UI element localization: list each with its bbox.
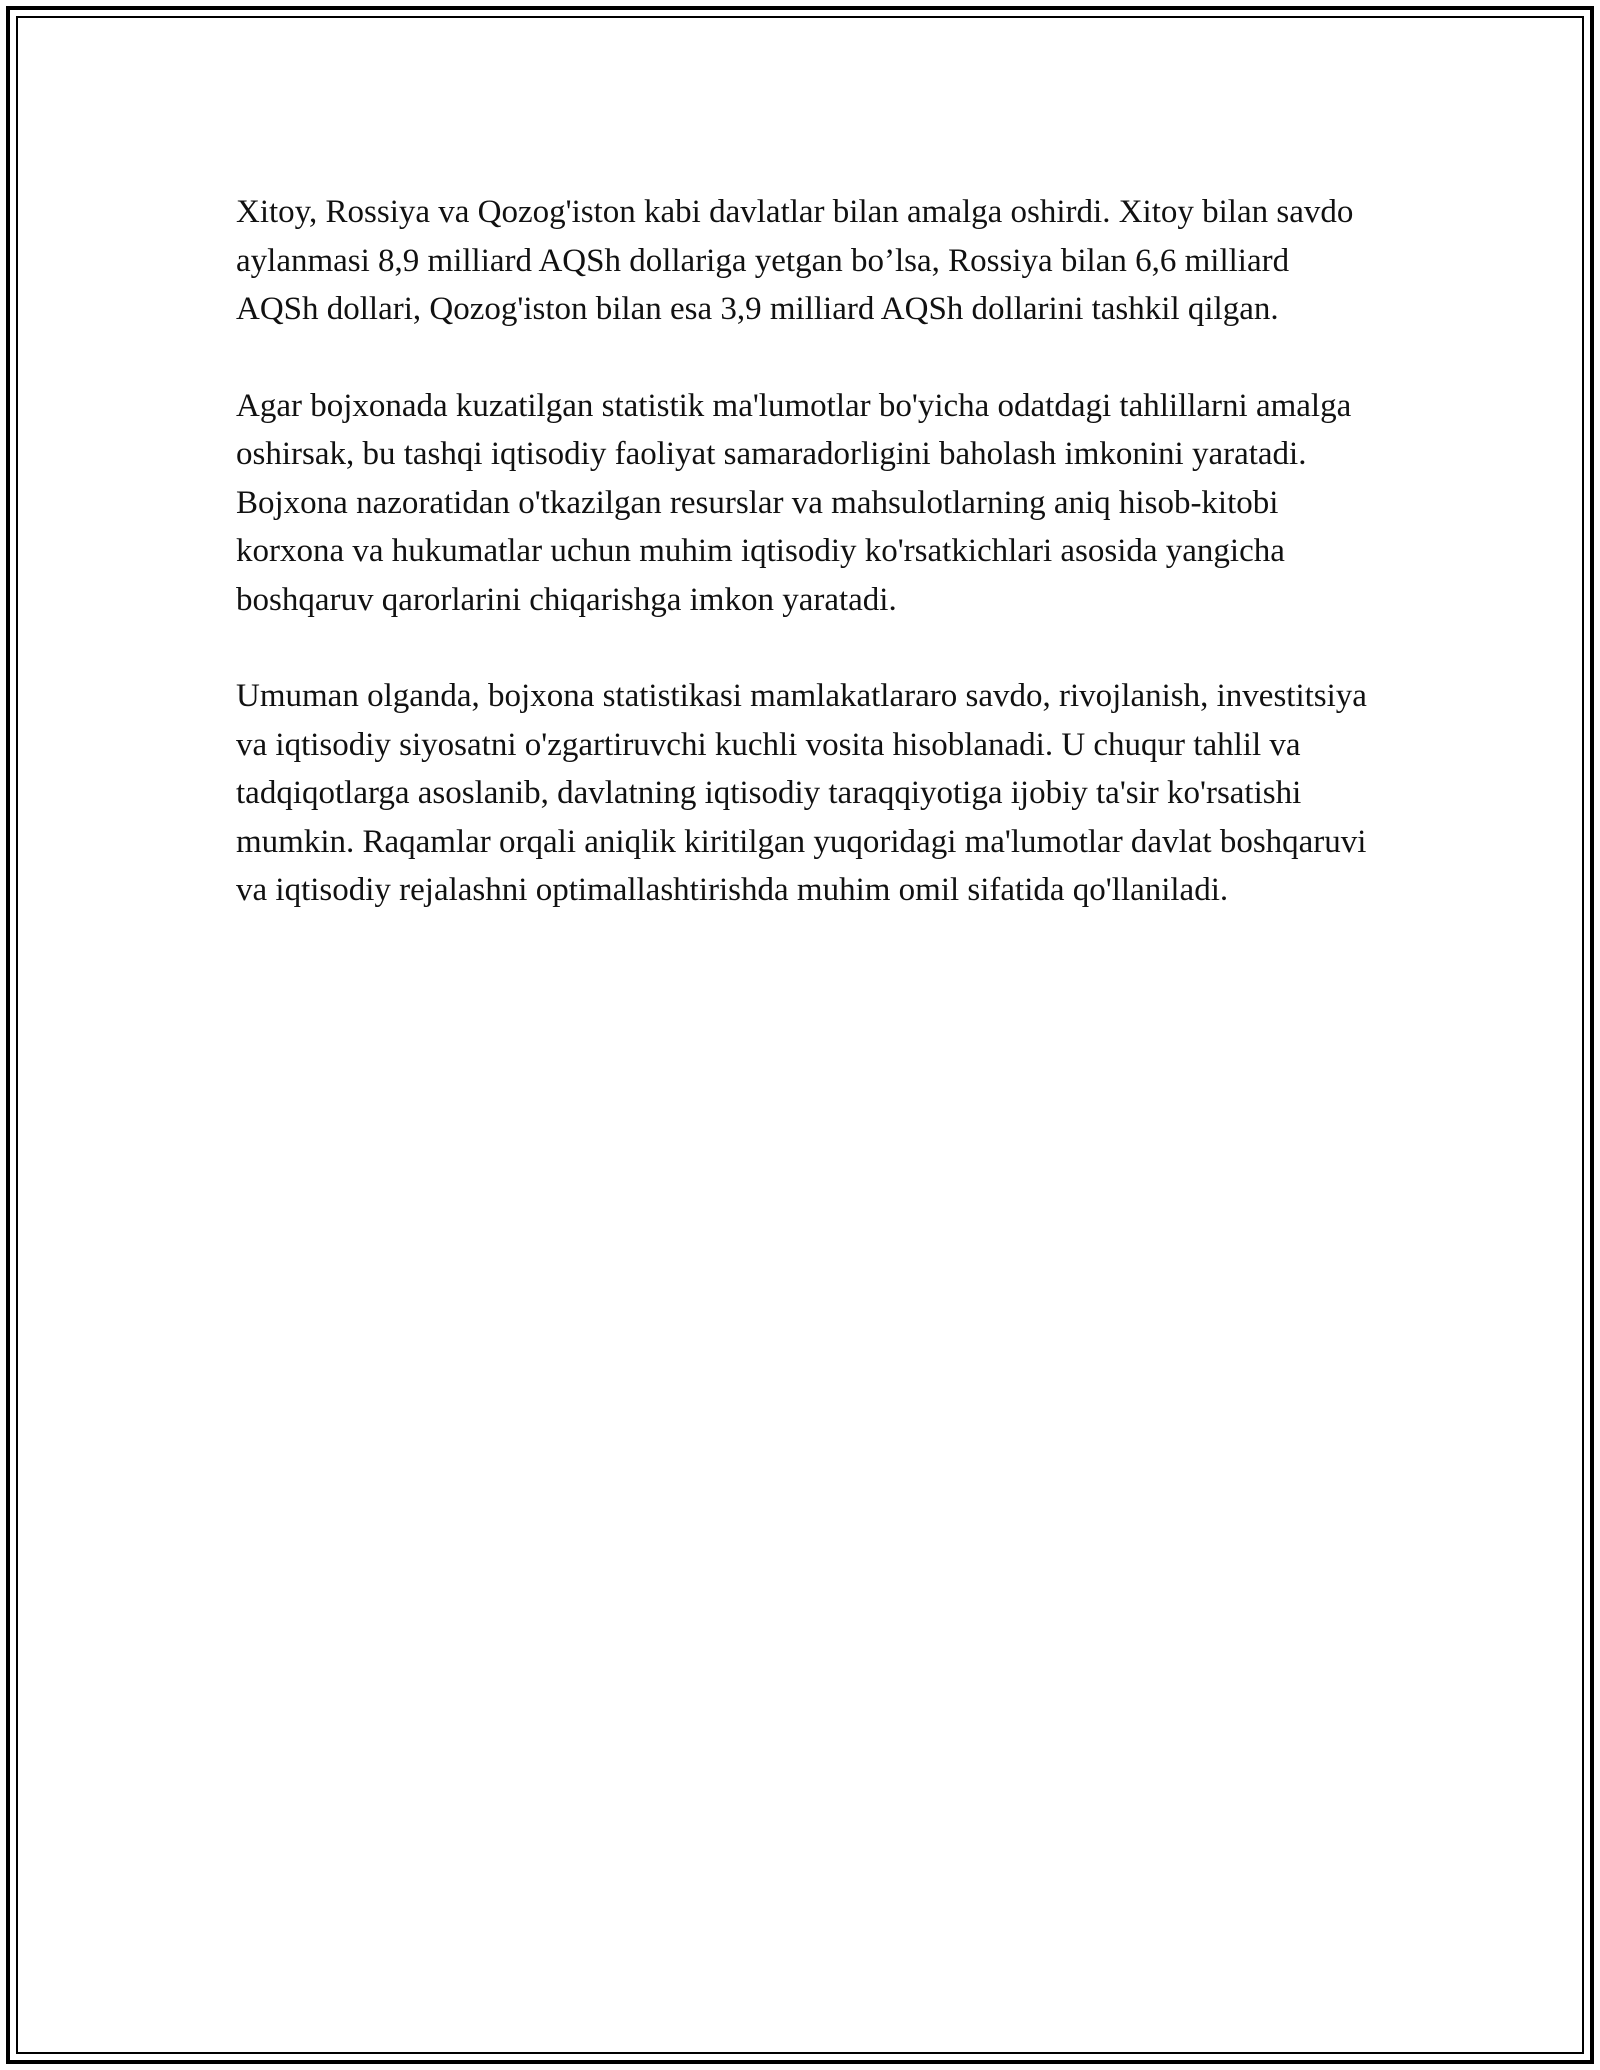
paragraph-conclusion: Umuman olganda, bojxona statistikasi mamlakatlararo savdo, rivojlanish, investitsiya va iqtisodiy siyosatni o'zgartiruvchi kuchli vosita hisoblanadi. U chuqur tahlil va tadqiqotlarga asoslanib, davlatning iqtisodiy taraqqiyotiga ijobiy ta'sir ko'rsatishi mumkin. Raqamlar orqali aniqlik kiritilgan yuqoridagi ma'lumotlar davlat boshqaruvi va iqtisodiy rejalashni optimallashtirishda muhim omil sifatida qo'llaniladi.	[236, 678, 1367, 908]
paragraph-trade-partners: Xitoy, Rossiya va Qozog'iston kabi davlatlar bilan amalga oshirdi. Xitoy bilan savdo aylanmasi 8,9 milliard AQSh dollariga yetgan bo’lsa, Rossiya bilan 6,6 milliard AQSh dollari, Qozog'iston bilan esa 3,9 milliard AQSh dollarini tashkil qilgan.	[236, 194, 1354, 327]
document-body	[236, 188, 1376, 963]
paragraph-statistical-analysis: Agar bojxonada kuzatilgan statistik ma'lumotlar bo'yicha odatdagi tahlillarni amalga oshirsak, bu tashqi iqtisodiy faoliyat samaradorligini baholash imkonini yaratadi. Bojxona nazoratidan o'tkazilgan resurslar va mahsulotlarning aniq hisob-kitobi korxona va hukumatlar uchun muhim iqtisodiy ko'rsatkichlari asosida yangicha boshqaruv qarorlarini chiqarishga imkon yaratadi.	[236, 387, 1352, 618]
